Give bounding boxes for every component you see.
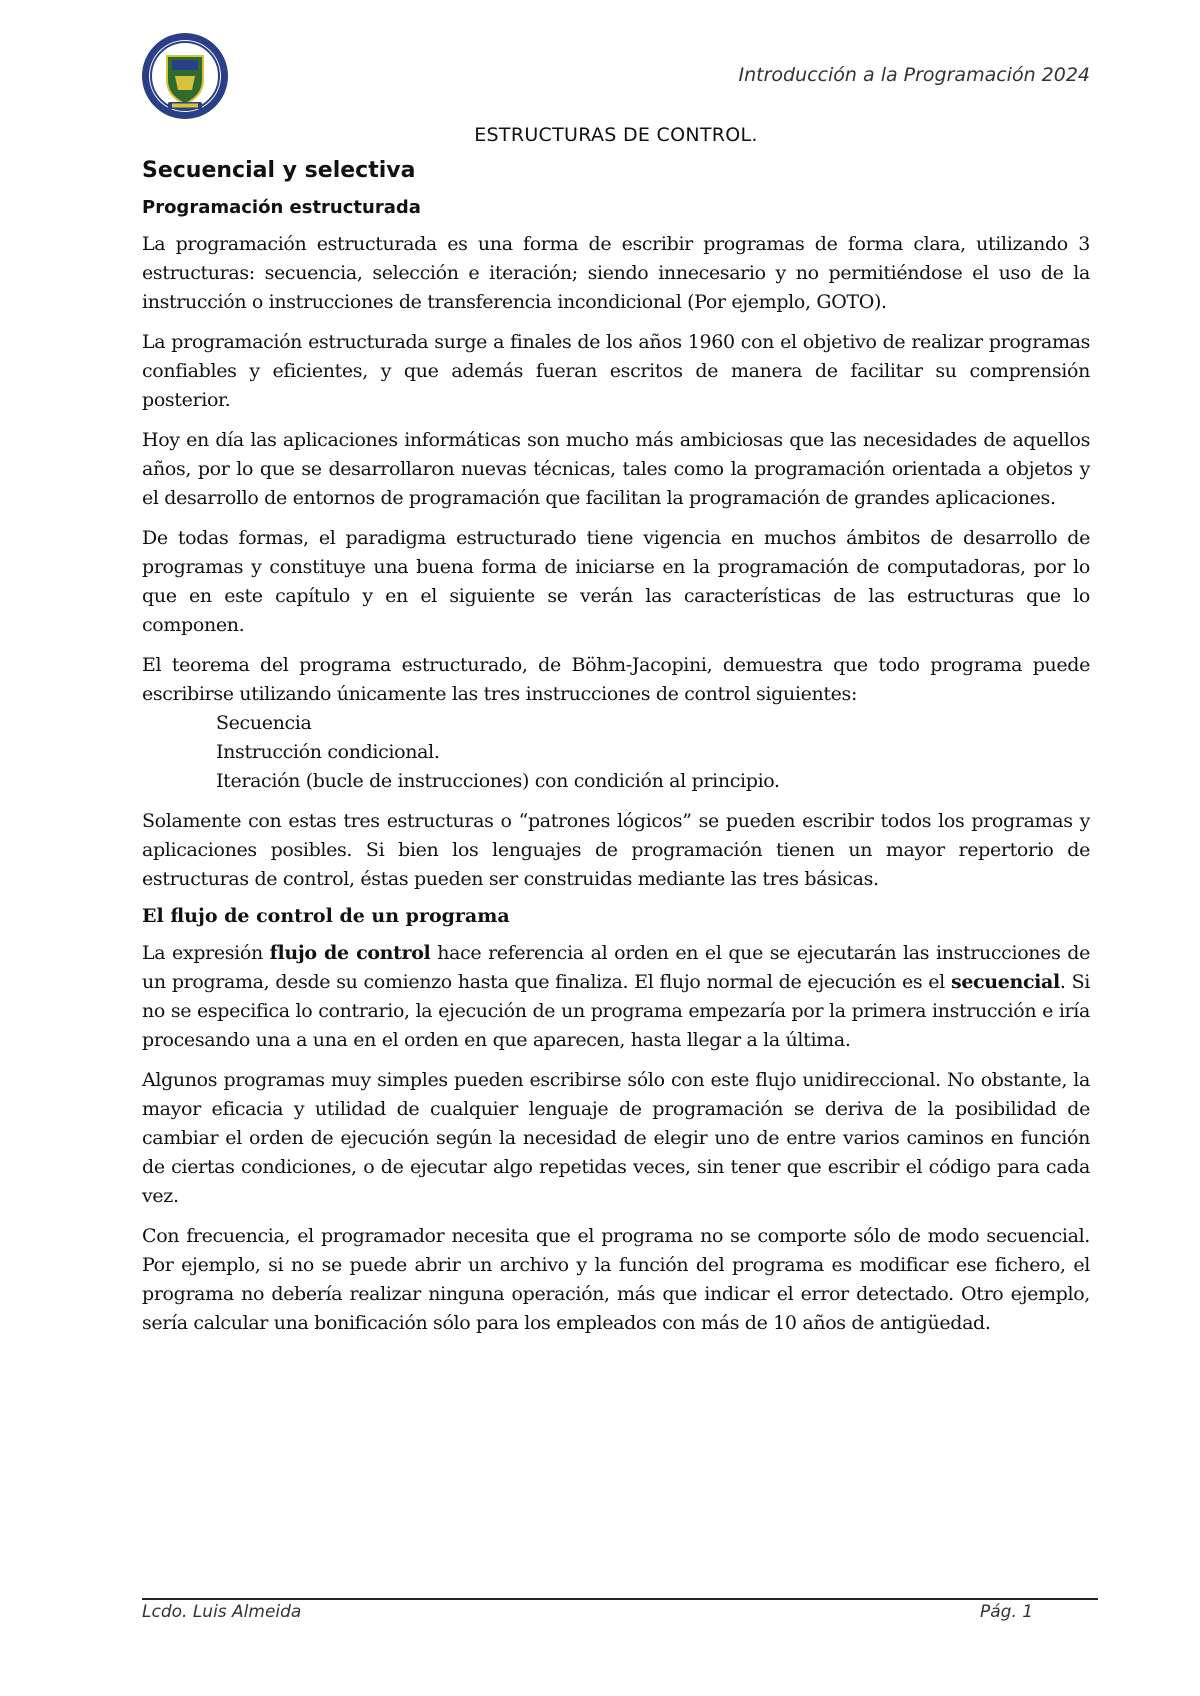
list-item: Secuencia xyxy=(216,712,312,734)
paragraph-5: El teorema del programa estructurado, de Böhm-Jacopini, demuestra que todo programa puede escribirse utilizando únicamente las tres instrucciones de control siguientes: xyxy=(142,654,1090,705)
footer-divider xyxy=(142,1598,1098,1600)
footer-author: Lcdo. Luis Almeida xyxy=(142,1602,302,1622)
list-item: Iteración (bucle de instrucciones) con condición al principio. xyxy=(216,770,780,792)
p7-text-3: . Si no se especifica lo contrario, la ejecución de un programa empezaría por la primera instrucción e iría procesando una a una en el orden en que aparecen, hasta llegar a la última. xyxy=(142,971,1090,1051)
p7-text-1: La expresión xyxy=(142,942,270,964)
list-item: Instrucción condicional. xyxy=(216,741,440,763)
footer-page-number: Pág. 1 xyxy=(980,1602,1034,1622)
paragraph-7 xyxy=(142,939,1090,1055)
p7-bold-secuencial: secuencial xyxy=(950,971,1060,993)
school-crest-logo xyxy=(140,30,230,122)
p7-text-2: hace referencia al orden en el que se ejecutarán las instrucciones de un programa, desde su comienzo hasta que finaliza. El flujo normal de ejecución es el xyxy=(142,942,1090,993)
p7-bold-flujo: flujo de control xyxy=(269,942,431,964)
paragraph-1: La programación estructurada es una forma de escribir programas de forma clara, utilizando 3 estructuras: secuencia, selección e iteración; siendo innecesario y no permitiéndose el uso de la instrucción o instrucciones de transferencia incondicional (Por ejemplo, GOTO). xyxy=(142,233,1090,313)
header-course-title: Introducción a la Programación 2024 xyxy=(738,64,1090,86)
paragraph-3: Hoy en día las aplicaciones informáticas son mucho más ambiciosas que las necesidades de aquellos años, por lo que se desarrollaron nuevas técnicas, tales como la programación orientada a objetos y el desarrollo de entornos de programación que facilitan la programación de grandes aplicaciones. xyxy=(142,429,1090,509)
paragraph-4: De todas formas, el paradigma estructurado tiene vigencia en muchos ámbitos de desarrollo de programas y constituye una buena forma de iniciarse en la programación de computadoras, por lo que en este capítulo y en el siguiente se verán las características de las estructuras que lo componen. xyxy=(142,527,1090,636)
control-structures-list xyxy=(216,709,1090,796)
document-body xyxy=(142,124,1090,1349)
paragraph-9: Con frecuencia, el programador necesita que el programa no se comporte sólo de modo secuencial. Por ejemplo, si no se puede abrir un archivo y la función del programa es modificar ese fichero, el programa no debería realizar ninguna operación, más que indicar el error detectado. Otro ejemplo, sería calcular una bonificación sólo para los empleados con más de 10 años de antigüedad. xyxy=(142,1225,1090,1334)
section-heading: Secuencial y selectiva xyxy=(142,158,416,183)
paragraph-6: Solamente con estas tres estructuras o “patrones lógicos” se pueden escribir todos los programas y aplicaciones posibles. Si bien los lenguajes de programación tienen un mayor repertorio de estructuras de control, éstas pueden ser construidas mediante las tres básicas. xyxy=(142,810,1090,890)
subsection-heading: Programación estructurada xyxy=(142,197,421,218)
document-title: ESTRUCTURAS DE CONTROL. xyxy=(474,124,758,146)
paragraph-2: La programación estructurada surge a finales de los años 1960 con el objetivo de realizar programas confiables y eficientes, y que además fueran escritos de manera de facilitar su comprensión posterior. xyxy=(142,331,1090,411)
subsection-heading-2: El flujo de control de un programa xyxy=(142,905,510,927)
paragraph-8: Algunos programas muy simples pueden escribirse sólo con este flujo unidireccional. No obstante, la mayor eficacia y utilidad de cualquier lenguaje de programación se deriva de la posibilidad de cambiar el orden de ejecución según la necesidad de elegir uno de entre varios caminos en función de ciertas condiciones, o de ejecutar algo repetidas veces, sin tener que escribir el código para cada vez. xyxy=(142,1069,1090,1207)
